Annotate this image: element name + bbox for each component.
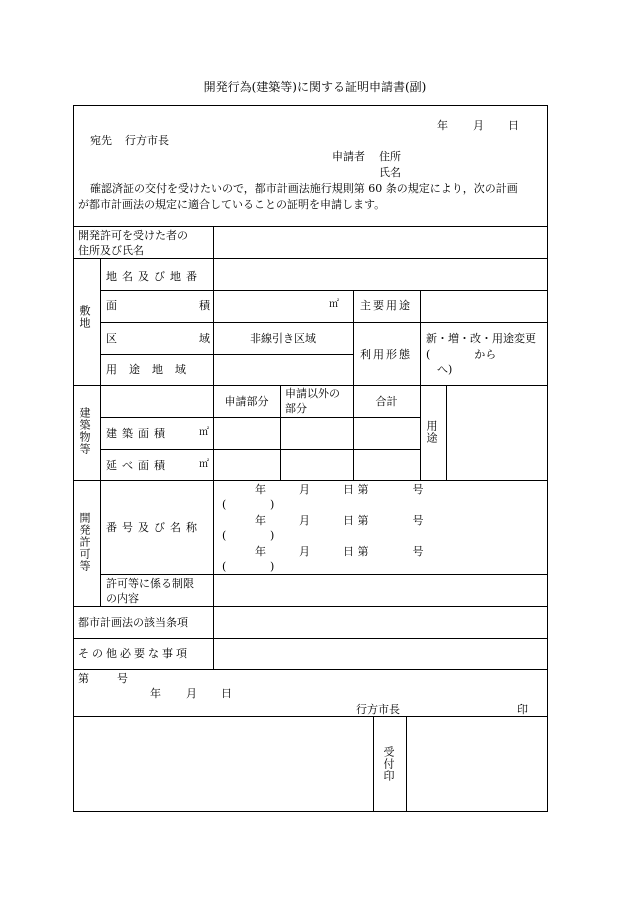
certificate-seal: 印 bbox=[517, 703, 528, 716]
intro-text-line1: 確認済証の交付を受けたいので，都市計画法施行規則第 60 条の規定により，次の計画 bbox=[90, 182, 518, 195]
permit-entry3-paren-close: ) bbox=[270, 560, 275, 573]
col-other-header-line1: 申請以外の bbox=[285, 387, 340, 400]
rule-certificate-bottom bbox=[73, 716, 548, 717]
certificate-number-b: 号 bbox=[117, 672, 128, 685]
rule-label-column bbox=[213, 226, 214, 638]
floor-area-label: 延べ面積 bbox=[106, 459, 170, 472]
address-label: 住所 bbox=[379, 150, 401, 163]
permit-section-label: 開発許可等 bbox=[78, 512, 91, 572]
floor-area-unit: ㎡ bbox=[199, 459, 209, 470]
rule-receipt-left bbox=[373, 716, 374, 812]
rule-area-bottom bbox=[100, 322, 548, 323]
rule-bldg-col4 bbox=[446, 385, 447, 480]
rule-district-bottom bbox=[100, 354, 353, 355]
applicant-label: 申請者 bbox=[332, 150, 365, 163]
permit-entry1-date: 年 月 日 第 号 bbox=[255, 483, 424, 496]
addressee: 行方市長 bbox=[125, 134, 169, 147]
permit-entry2-paren-open: ( bbox=[222, 529, 227, 542]
date-day: 日 bbox=[508, 119, 519, 132]
usage-form-value-line2: ( から bbox=[426, 348, 497, 361]
certificate-mayor: 行方市長 bbox=[356, 703, 400, 716]
certificate-date-day: 日 bbox=[221, 687, 232, 700]
permit-entry2-date: 年 月 日 第 号 bbox=[255, 514, 424, 527]
permit-holder-label-line2: 住所及び氏名 bbox=[78, 244, 144, 257]
district-value: 非線引き区域 bbox=[250, 332, 316, 345]
district-label-b: 域 bbox=[199, 332, 210, 345]
col-applied-header: 申請部分 bbox=[224, 395, 269, 408]
rule-section-column bbox=[100, 258, 101, 606]
main-use-label: 主要用途 bbox=[360, 299, 412, 312]
col-total-header: 合計 bbox=[375, 395, 398, 408]
permit-holder-label-line1: 開発許可を受けた者の bbox=[78, 229, 188, 242]
permit-entry1-paren-close: ) bbox=[270, 498, 275, 511]
receipt-stamp-label: 受付印 bbox=[382, 746, 395, 782]
rule-other-bottom bbox=[73, 669, 548, 670]
certificate-number-a: 第 bbox=[78, 672, 89, 685]
building-use-label: 用途 bbox=[425, 420, 438, 444]
rule-bldg-header-bottom bbox=[100, 417, 420, 418]
site-section-label: 敷地 bbox=[78, 305, 91, 329]
restriction-label-line2: の内容 bbox=[106, 592, 139, 605]
certificate-date-year: 年 bbox=[150, 687, 161, 700]
building-section-label: 建築物等 bbox=[78, 407, 91, 455]
col-other-header-line2: 部分 bbox=[285, 402, 307, 415]
permit-entry3-date: 年 月 日 第 号 bbox=[255, 545, 424, 558]
building-area-unit: ㎡ bbox=[199, 427, 209, 438]
permit-entry2-paren-close: ) bbox=[270, 529, 275, 542]
rule-bldg-col3 bbox=[420, 385, 421, 480]
permit-entry1-paren-open: ( bbox=[222, 498, 227, 511]
rule-bldg-area-bottom bbox=[100, 449, 420, 450]
name-label: 氏名 bbox=[379, 166, 401, 179]
usage-form-value-line1: 新・増・改・用途変更 bbox=[426, 332, 536, 345]
rule-site-bottom bbox=[73, 385, 548, 386]
lot-label bbox=[106, 268, 208, 284]
date-year: 年 bbox=[437, 119, 448, 132]
other-matters-label: その他必要な事項 bbox=[78, 647, 190, 660]
addressee-label: 宛先 bbox=[90, 134, 112, 147]
area-label-a: 面 bbox=[106, 299, 117, 312]
intro-text-line2: が都市計画法の規定に適合していることの証明を申請します。 bbox=[78, 198, 386, 211]
area-label-b: 積 bbox=[199, 299, 210, 312]
rule-law-bottom bbox=[73, 638, 548, 639]
restriction-label-line1: 許可等に係る制限 bbox=[106, 577, 194, 590]
rule-header-bottom bbox=[73, 226, 548, 227]
rule-site-mid bbox=[353, 290, 354, 385]
rule-label-column-2 bbox=[213, 638, 214, 669]
district-label-a: 区 bbox=[106, 332, 117, 345]
lot-label-text: 地名及び地番 bbox=[106, 270, 202, 283]
rule-bldg-bottom bbox=[73, 480, 548, 481]
document-title: 開発行為(建築等)に関する証明申請書(副) bbox=[203, 80, 427, 94]
building-area-label: 建築面積 bbox=[106, 427, 170, 440]
zone-label: 用途地域 bbox=[106, 363, 198, 376]
rule-permit-bottom bbox=[73, 606, 548, 607]
permit-entry3-paren-open: ( bbox=[222, 560, 227, 573]
certificate-date-month: 月 bbox=[186, 687, 197, 700]
rule-holder-bottom bbox=[73, 258, 548, 259]
area-unit: ㎡ bbox=[329, 299, 339, 310]
law-article-label: 都市計画法の該当条項 bbox=[78, 616, 188, 629]
usage-form-label: 利用形態 bbox=[360, 348, 412, 361]
date-month: 月 bbox=[473, 119, 484, 132]
rule-permit-number-bottom bbox=[100, 574, 548, 575]
rule-site-right bbox=[420, 290, 421, 385]
permit-number-name-label: 番号及び名称 bbox=[106, 521, 202, 534]
rule-lot-bottom bbox=[100, 290, 548, 291]
usage-form-value-line3: へ) bbox=[437, 363, 453, 376]
rule-receipt-right bbox=[406, 716, 407, 812]
rule-bldg-col1 bbox=[280, 385, 281, 480]
